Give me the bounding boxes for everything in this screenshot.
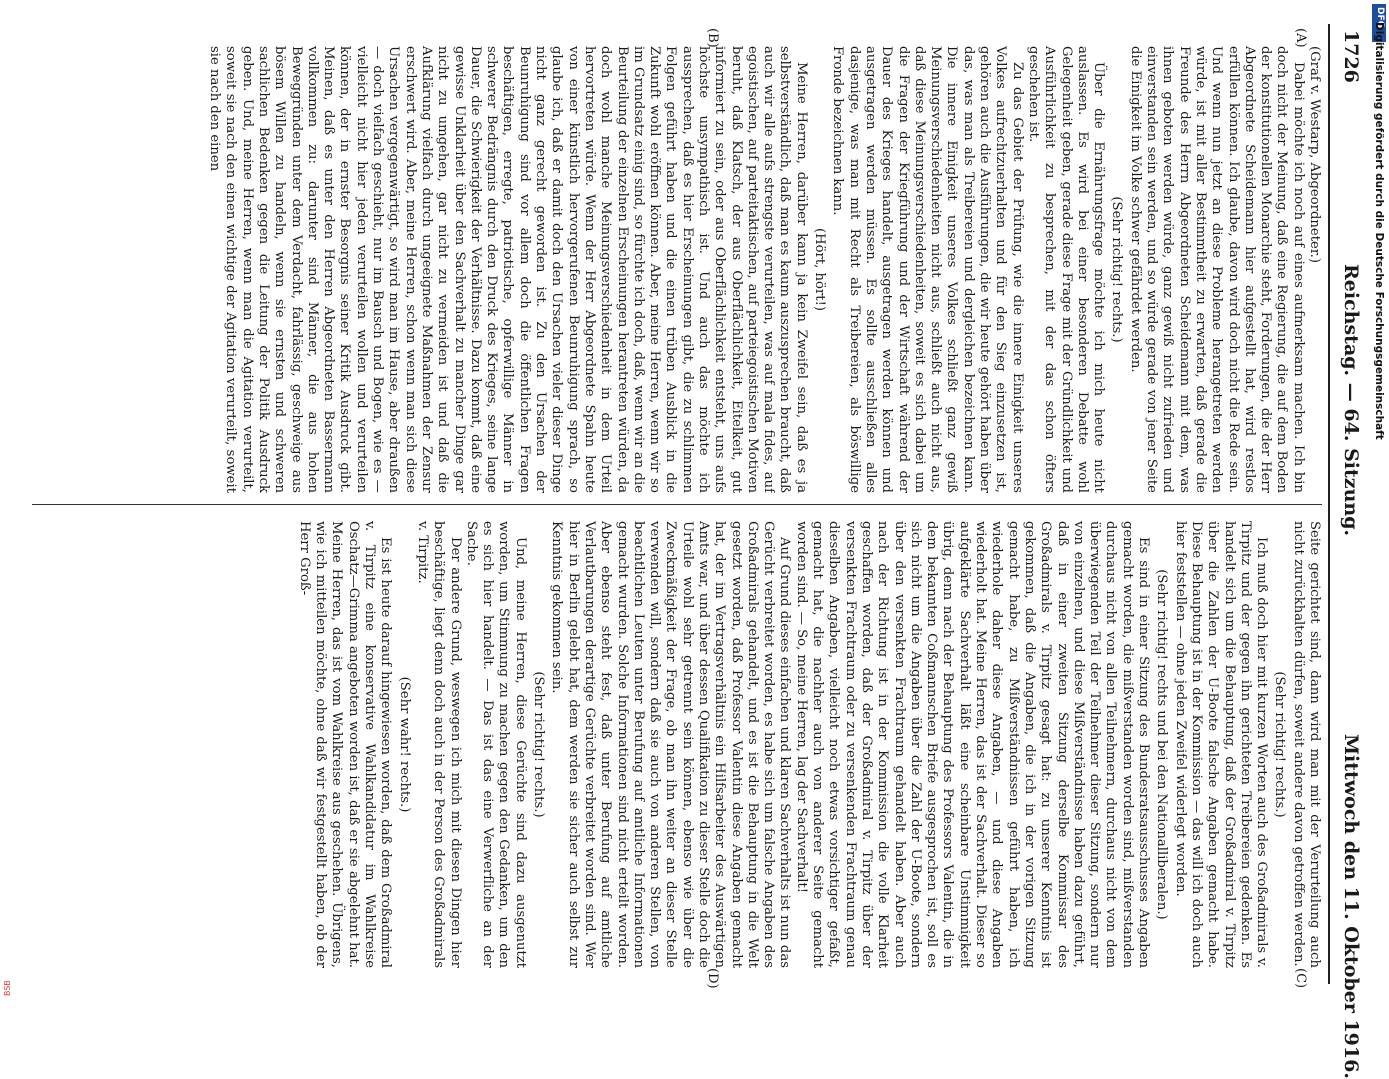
header-date: Mittwoch den 11. Oktober 1916. [1340,734,1362,1079]
paragraph: Auf Grund dieses einfachen und klaren Sachverhalts ist nun das Gerücht verbreitet worden, es habe sich um falsche Angaben des Großadmirals gehandelt, und es ist die Behauptung in die Welt gesetzt worden, daß Professor Valentin diese Angaben gemacht hat, der im Vertragsverhältnis ein Hilfsarbeiter des Auswärtigen Amts war, und über dessen Qualifikation zu dieser Stelle doch die Urteile wohl sehr getrennt sein können, ebenso wie über die Zweckmäßigkeit der Frage, ob man ihn weiter an dieser Stelle verwenden will, sondern daß sie auch von anderen Stellen, von beachtlichen Leuten unter Berufung auf amtliche Informationen gemacht wurden. Solche Informationen sind nicht erteilt worden. Aber ebenso steht fest, daß unter Berufung auf amtliche Verlautbarungen derartige Gerüchte verbreitet worden sind. Wer hier in Berlin gelebt hat, dem werden sie sicher auch selbst zur Kenntnis gekommen sein. [549,521,793,968]
interjection: (Sehr wahr! rechts.) [396,676,412,813]
page-header [1328,24,1370,1079]
right-column [32,521,1322,968]
margin-marker-a: (A) [1293,28,1308,48]
header-session: Reichstag. — 64. Sitzung. [1340,264,1362,537]
document-page [20,24,1370,1079]
margin-marker-b: (B) [705,28,720,48]
interjection: (Sehr richtig! rechts.) [1109,196,1125,343]
left-column [32,46,1322,493]
speaker-label: (Graf v. Westarp, Abgeordneter.) [1307,46,1322,264]
paragraph: Meine Herren, darüber kann ja kein Zweifel sein, daß es ja selbstverständlich, daß man es kaum auszusprechen braucht, daß auch wir alle aufs strengste verurteilen, was auf mala fides, auf egoistischen, auf parteitaktischen, auf parteiegoistischen Motiven beruht, daß Klatsch, der aus Oberflächlichkeit, Eitelkeit, gut informiert zu sein, oder aus Oberflächlichkeit entsteht, uns aufs höchste unsympathisch ist. Und auch das möchte ich aussprechen, daß es hier Erscheinungen gibt, die zu schlimmen Folgen geführt haben und die einen trüben Ausblick in die Zukunft wohl eröffnen können. Aber, meine Herren, wenn wir so im Grundsatz einig sind, so fürchte ich doch, daß, wenn wir an die Beurteilung der einzelnen Erscheinungen herantreten würden, da doch wohl manche Meinungsverschiedenheit in dem Urteil hervortreten würde. Wenn der Herr Abgeordnete Spahn heute von einer künstlich hervorgerufenen Beunruhigung sprach, so glaube ich, daß er damit doch den Ursachen vieler dieser Dinge nicht ganz gerecht geworden ist. Zu den Ursachen der Beunruhigung sind vor allem doch die öffentlichen Fragen beschäftigen, erregte, patriotische, opferwillige Männer in schwerer Bedrängnis durch den Druck des Krieges, seine lange Dauer, die Schwierigkeit der Verhältnisse. Dazu kommt, daß eine gewisse Unklarheit über den Sachverhalt zu mancher Dinge gar nicht zu umgehen, gar nicht zu vermeiden ist und daß die Aufklärung vielfach durch ungeeignete Maßnahmen der Zensur erschwert wird. Aber, meine Herren, schon wenn man sich diese Ursachen vergegenwärtigt, so wird man im Hause, aber draußen — doch vielfach geschieht, nur im Bausch und Bogen, wie es — vielleicht nicht hier jeden verurteilen wollen und verurteilen können, der in ernster Besorgnis seiner Kritik Ausdruck gibt. Meinen, daß es unter den Herren Abgeordneten Bassermann vollkommen zu: darunter sind Männer, die aus hohen Beweggründen unter dem Verdacht, fahrlässig, geschweige aus bösem Willen zu handeln, wenn sie ernsten und schweren sachlichen Bedenken gegen die Leitung der Politik Ausdruck geben. Und, meine Herren, wenn man die Agitation verurteilt, soweit sie nach den einen wichtige der Agitation verurteilt, soweit sie nach den einen [207,46,809,493]
interjection: (Sehr richtig! rechts.) [531,671,547,818]
paragraph: Zu das Gebiet der Prüfung, wie die innere Einigkeit unseres Volkes aufrechtzuerhalten und für den Sieg einzusetzen ist, gehören auch die Ausführungen, die wir heute gehört haben über das, was man als Treibereien und dergleichen bezeichnen kann. Die innere Einigkeit unseres Volkes schließt ganz gewiß Meinungsverschiedenheiten nicht aus, schließt auch nicht aus, daß diese Meinungsverschiedenheiten, soweit es sich dabei um die Fragen der Kriegführung und der Wirtschaft während der Dauer des Krieges handelt, ausgetragen werden können und ausgetragen werden müssen. Es sollte ausschließen alles dasjenige, was man mit Recht als Treibereien, als böswillige Fronde bezeichnen kann. [830,46,1025,493]
interjection: (Hört, hört!) [812,227,828,312]
margin-marker-c: (C) [1293,968,1308,989]
page-number: 1726 [1340,30,1362,83]
margin-marker-d: (D) [705,968,720,989]
bsb-mark: BSB [3,980,12,996]
interjection: (Sehr richtig! rechts.) [1272,671,1288,818]
funding-note: Digitalisierung gefördert durch die Deutsche Forschungsgemeinschaft [1373,22,1385,440]
column-divider [32,504,1322,505]
paragraph: Der andere Grund, weswegen ich mich mit diesen Dingen hier beschäftige, liegt denn doch auch in der Person des Großadmirals v. Tirpitz. [414,521,463,968]
paragraph: Es sind in einer Sitzung des Bundesratsausschusses Angaben gemacht worden, die mißverstanden worden sind, mißverstanden durchaus nicht von allen Teilnehmern, durchaus nicht von dem überwiegenden Teil der Teilnehmer dieser Sitzung, sondern nur von einzelnen, und diese Mißverständnisse haben dazu geführt, daß in einer zweiten Sitzung derselbe Kommissar des Großadmirals v. Tirpitz gesagt hat: zu unserer Kenntnis ist gekommen, daß die Angaben, die ich in der vorigen Sitzung gemacht habe, zu Mißverständnissen geführt haben, ich wiederhole daher diese Angaben, — und diese Angaben wiederholt hat. Meine Herren, das ist der Sachverhalt. Dieser so aufgeklärte Sachverhalt läßt eine scheinbare Unstimmigkeit übrig, denn nach der Behauptung des Professors Valentin, die in dem bekannten Coßmannschen Briefe ausgesprochen ist, soll es sich nicht um die Angaben über die Zahl der U-Boote, sondern über den versenkten Frachtraum gehandelt haben. Aber auch nach der Richtung ist in der Kommission die volle Klarheit geschaffen worden, daß der Großadmiral v. Tirpitz über der versenkten Frachtraum oder zu versenkenden Frachtraum genau dieselben Angaben, vielleicht noch etwas vorsichtiger gefaßt, gemacht hat, die nachher auch von anderer Seite gemacht worden sind. — So, meine Herren, lag der Sachverhalt! [793,521,1152,968]
dfg-logo: DFG [1372,4,1386,42]
paragraph: Es ist heute darauf hingewiesen worden, daß dem Großadmiral v. Tirpitz eine konservative Wahlkandidatur im Wahlkreise Oschatz—Grimma angeboten worden ist, daß er sie abgelehnt hat. Meine Herren, das ist vom Wahlkreise aus geschehen. Übrigens, wie ich mitteilen möchte, ohne daß wir festgestellt haben, ob der Herr Groß- [296,521,394,968]
interjection: (Sehr richtig! rechts und bei den Nationalliberalen.) [1154,569,1170,920]
paragraph: Über die Ernährungsfrage möchte ich mich heute nicht auslassen. Es wird bei einer besonderen Debatte wohl Gelegenheit geben, gerade diese Frage mit der Gründlichkeit und Ausführlichkeit zu besprechen, mit der das schon öfters geschehen ist. [1025,46,1107,493]
paragraph: Und, meine Herren, diese Gerüchte sind dazu ausgenutzt worden, um Stimmung zu machen gegen den Gedanken, um den es sich hier handelt. — Das ist das eine Verwerfliche an der Sache. [463,521,528,968]
paragraph: Seite gerichtet sind, dann wird man mit der Verurteilung auch nicht zurückhalten dürfen, soweit andere davon getroffen werden. [1290,521,1322,968]
paragraph: Dabei möchte ich noch auf eines aufmerksam machen. Ich bin doch nicht der Meinung, daß eine Regierung, die auf dem Boden der konstitutionellen Monarchie steht, Forderungen, die der Herr Abgeordnete Scheidemann hier aufgestellt hat, wird restlos erfüllen können. Ich glaube, davon wird doch nicht die Rede sein. Und wenn nun jetzt an diese Probleme herangetreten werden würde, ist mit aller Bestimmtheit zu erwarten, daß gerade die Freunde des Herrn Abgeordneten Scheidemann mit dem, was ihnen geboten werden würde, ganz gewiß nicht zufrieden und einverstanden sein werden, und so würde gerade von jener Seite die Einigkeit im Volke schwer gefährdet werden. [1127,46,1306,493]
paragraph: Ich muß doch hier mit kurzen Worten auch des Großadmirals v. Tirpitz und der gegen ihn gerichteten Treibereien gedenken. Es handelt sich um die Behauptung, daß der Großadmiral v. Tirpitz über die Zahlen der U-Boote falsche Angaben gemacht habe. Diese Behauptung ist in der Kommission — das will ich doch auch hier feststellen — ohne jeden Zweifel widerlegt worden. [1172,521,1270,968]
